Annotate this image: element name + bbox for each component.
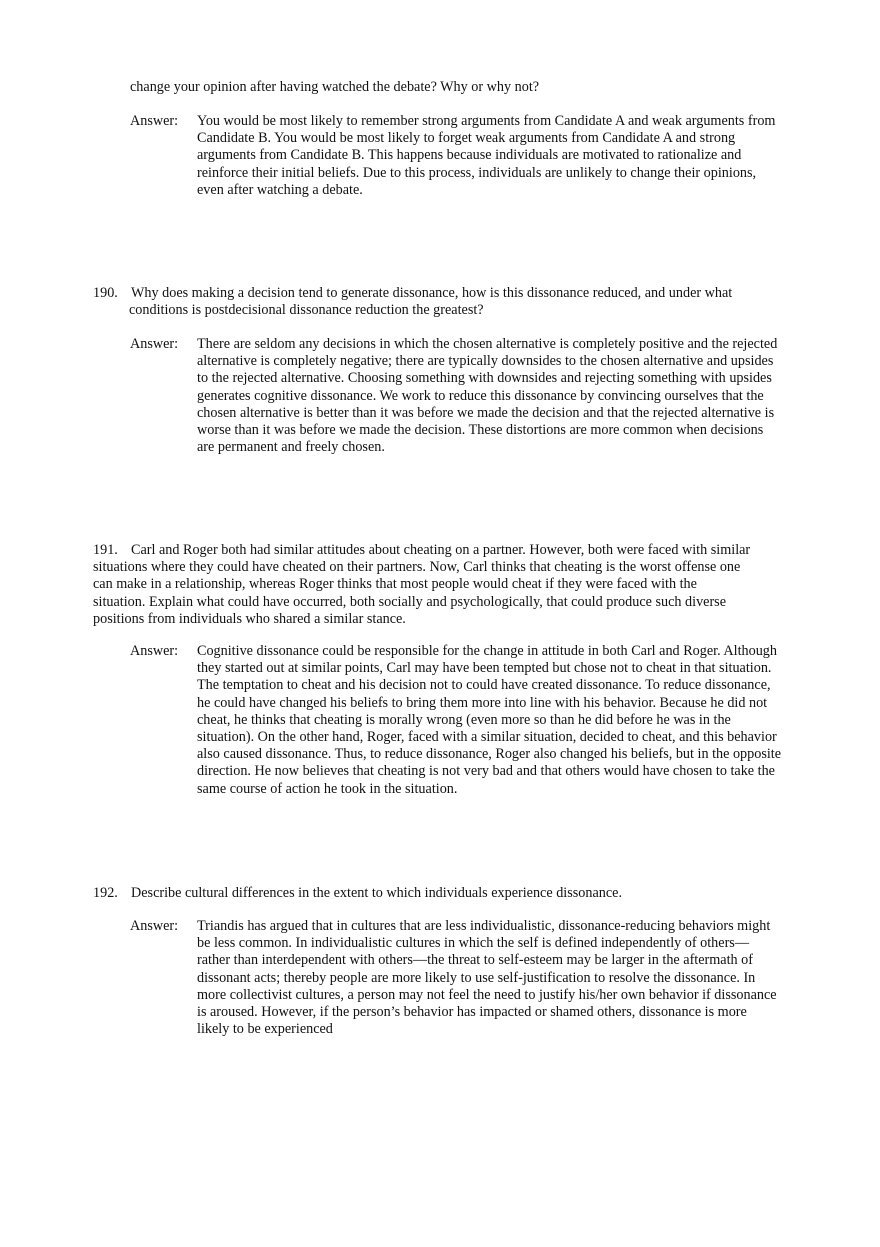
answer-line: are permanent and freely chosen.: [197, 439, 385, 456]
answer-block-intro: [130, 113, 790, 199]
question-continuation: [130, 79, 539, 96]
answer-line: cheat, he thinks that cheating is morally wrong (even more so than he did before he was in the: [197, 711, 731, 728]
answer-line: rather than interdependent with others—the threat to self-esteem may be larger in the aftermath of: [197, 952, 753, 969]
question-line: can make in a relationship, whereas Roger thinks that most people would cheat if they were faced with the: [93, 576, 697, 593]
answer-line: reinforce their initial beliefs. Due to this process, individuals are unlikely to change their opinions,: [197, 164, 757, 181]
answer-block-192: [130, 918, 790, 1038]
question-190: [93, 285, 793, 319]
question-191: [93, 542, 793, 628]
question-line: Describe cultural differences in the extent to which individuals experience dissonance.: [131, 885, 622, 901]
answer-text: [197, 336, 790, 456]
answer-text: [197, 113, 790, 199]
answer-line: situation). On the other hand, Roger, faced with a similar situation, decided to cheat, and this behavior: [197, 729, 777, 746]
answer-line: There are seldom any decisions in which the chosen alternative is completely positive and the rejected: [197, 336, 778, 352]
answer-line: be less common. In individualistic cultures in which the self is defined independently of others—: [197, 935, 750, 952]
answer-line: Cognitive dissonance could be responsible for the change in attitude in both Carl and Roger. Although: [197, 643, 777, 659]
question-line: situations where they could have cheated on their partners. Now, Carl thinks that cheating is the worst offense one: [93, 559, 741, 576]
answer-text: [197, 643, 790, 798]
question-192: [93, 885, 793, 902]
question-line: situation. Explain what could have occurred, both socially and psychologically, that could produce such diverse: [93, 593, 727, 610]
answer-block-191: [130, 643, 790, 798]
question-number: 191.: [93, 542, 118, 558]
answer-line: to the rejected alternative. Choosing something with downsides and rejecting something with upsides: [197, 370, 772, 387]
answer-block-190: [130, 336, 790, 456]
answer-label: Answer:: [130, 113, 179, 129]
question-first-line: [93, 285, 793, 302]
answer-line: likely to be experienced: [197, 1021, 333, 1038]
answer-line: also caused dissonance. Thus, to reduce dissonance, Roger also changed his beliefs, but in the opposite: [197, 746, 782, 763]
answer-line: chosen alternative is better than it was before we made the decision and that the rejected alternative is: [197, 404, 775, 421]
question-tail: change your opinion after having watched the debate? Why or why not?: [130, 79, 540, 95]
answer-line: The temptation to cheat and his decision not to could have created dissonance. To reduce dissonance,: [197, 677, 771, 694]
question-line: Why does making a decision tend to generate dissonance, how is this dissonance reduced, and under what: [131, 285, 733, 301]
answer-line: Triandis has argued that in cultures that are less individualistic, dissonance-reducing behaviors might: [197, 918, 771, 934]
question-line: Carl and Roger both had similar attitudes about cheating on a partner. However, both were faced with similar: [131, 542, 751, 558]
answer-line: You would be most likely to remember strong arguments from Candidate A and weak arguments from: [197, 113, 776, 129]
answer-line: more collectivist cultures, a person may not feel the need to justify his/her own behavior if dissonance: [197, 986, 777, 1003]
answer-label: Answer:: [130, 918, 179, 934]
answer-line: is aroused. However, if the person’s behavior has impacted or shamed others, dissonance is more: [197, 1004, 747, 1021]
question-number: 192.: [93, 885, 118, 901]
answer-line: alternative is completely negative; there are typically downsides to the chosen alternative and upsides: [197, 353, 774, 370]
answer-line: they started out at similar points, Carl may have been tempted but chose not to cheat in that situation.: [197, 660, 772, 677]
answer-label: Answer:: [130, 643, 179, 659]
answer-text: [197, 918, 790, 1038]
answer-line: direction. He now believes that cheating is not very bad and that others would have chosen to take the: [197, 763, 775, 780]
answer-line: dissonant acts; thereby people are more likely to use self-justification to resolve the dissonance. In: [197, 969, 756, 986]
question-line: conditions is postdecisional dissonance reduction the greatest?: [129, 302, 484, 319]
answer-line: same course of action he took in the situation.: [197, 780, 458, 797]
question-number: 190.: [93, 285, 118, 301]
answer-label: Answer:: [130, 336, 179, 352]
answer-line: generates cognitive dissonance. We work to reduce this dissonance by convincing ourselves that the: [197, 387, 764, 404]
answer-line: even after watching a debate.: [197, 181, 363, 198]
question-line: positions from individuals who shared a similar stance.: [93, 610, 406, 627]
question-first-line: [93, 885, 793, 902]
answer-line: he could have changed his beliefs to bring them more into line with his behavior. Because he did not: [197, 694, 768, 711]
answer-line: Candidate B. You would be most likely to forget weak arguments from Candidate A and strong: [197, 130, 736, 147]
answer-line: arguments from Candidate B. This happens because individuals are motivated to rationalize and: [197, 147, 742, 164]
answer-line: worse than it was before we made the decision. These distortions are more common when decisions: [197, 422, 764, 439]
question-first-line: [93, 542, 793, 559]
